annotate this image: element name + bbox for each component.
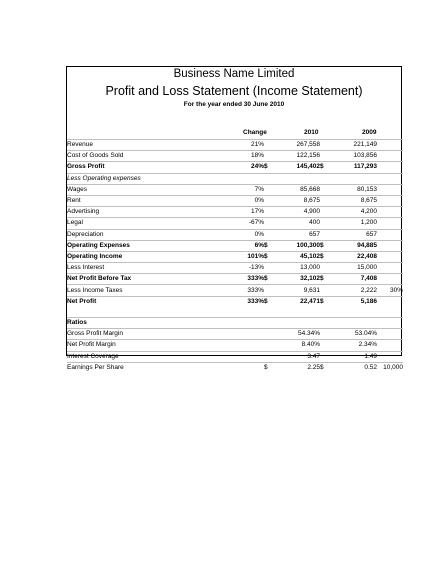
row-change: 17%	[250, 208, 264, 216]
row-extra	[377, 251, 403, 262]
row-label: Wages	[67, 185, 87, 193]
row-value-2010: 45,102	[300, 252, 320, 260]
row-value-2009: 117,293	[353, 163, 377, 171]
table-row	[67, 184, 403, 195]
row-value-2010: 145,402	[296, 163, 320, 171]
row-dollar-2010: $	[264, 163, 268, 171]
row-extra	[377, 140, 403, 151]
row-value-2009: 8,675	[360, 197, 377, 205]
row-value-2009: 7,408	[360, 275, 377, 283]
row-value-2009	[336, 318, 377, 329]
row-dollar-2010: $	[264, 363, 268, 371]
row-change	[187, 362, 264, 373]
row-value-2009: 2,222	[360, 286, 377, 294]
row-value-2010: 267,558	[296, 141, 320, 149]
row-value-2010: 657	[309, 230, 320, 238]
row-dollar-2009	[320, 140, 336, 151]
row-dollar-2010	[264, 173, 280, 184]
row-dollar-2009	[320, 173, 336, 184]
row-extra	[377, 263, 403, 274]
row-value-2009: 94,885	[357, 241, 377, 249]
row-dollar-2010	[264, 285, 280, 296]
row-value-2009: 221,149	[353, 141, 377, 149]
row-change: -13%	[248, 264, 264, 272]
row-dollar-2009	[320, 351, 336, 362]
row-extra	[377, 229, 403, 240]
row-change	[187, 329, 264, 340]
row-change: 333%	[247, 286, 264, 294]
table-row	[67, 195, 403, 206]
row-extra	[377, 151, 403, 162]
row-extra	[377, 162, 403, 173]
row-value-2010: 8.40%	[301, 341, 320, 349]
row-label: Depreciation	[67, 230, 104, 238]
row-dollar-2010	[264, 351, 280, 362]
row-dollar-2010	[264, 218, 280, 229]
row-value-2009: 2.34%	[358, 341, 377, 349]
row-change: 6%	[254, 241, 264, 249]
row-label: Net Profit	[67, 297, 97, 305]
row-extra: 10,000	[383, 363, 403, 371]
row-extra	[377, 184, 403, 195]
row-label: Operating Income	[67, 252, 123, 260]
row-dollar-2010	[264, 140, 280, 151]
row-dollar-2009	[320, 218, 336, 229]
row-value-2010: 9,631	[303, 286, 320, 294]
row-extra	[377, 173, 403, 184]
table-row	[67, 263, 403, 274]
row-extra	[377, 329, 403, 340]
statement-title: Profit and Loss Statement (Income Statement)	[105, 84, 363, 98]
table-row	[67, 340, 403, 351]
row-dollar-2010	[264, 307, 280, 318]
table-row	[67, 229, 403, 240]
row-extra	[377, 274, 403, 285]
row-extra: 30%	[389, 286, 403, 294]
row-label: Legal	[67, 219, 83, 227]
row-change: 21%	[250, 141, 264, 149]
row-dollar-2010	[264, 263, 280, 274]
row-label: Revenue	[67, 141, 94, 149]
row-change: -67%	[248, 219, 264, 227]
row-label	[67, 307, 187, 318]
company-name: Business Name Limited	[173, 68, 295, 80]
row-label: Advertising	[67, 208, 100, 216]
table-row	[67, 251, 403, 262]
row-value-2010: 2.25	[307, 363, 320, 371]
table-row	[67, 274, 403, 285]
table-row	[67, 173, 403, 184]
row-value-2010: 13,000	[300, 264, 320, 272]
row-change: 101%	[247, 252, 264, 260]
table-row	[67, 329, 403, 340]
row-dollar-2010	[264, 195, 280, 206]
row-dollar-2009: $	[320, 275, 324, 283]
row-value-2010: 54.34%	[297, 330, 320, 338]
row-dollar-2010	[264, 318, 280, 329]
row-extra	[377, 240, 403, 251]
table-row	[67, 296, 403, 307]
row-value-2009: 1.49	[364, 352, 377, 360]
row-value-2009: 0.52	[364, 363, 377, 371]
table-row	[67, 351, 403, 362]
row-change: 0%	[254, 230, 264, 238]
row-value-2009: 5,186	[360, 297, 377, 305]
row-dollar-2009	[320, 195, 336, 206]
row-extra	[377, 318, 403, 329]
row-label: Rent	[67, 197, 81, 205]
row-label: Less Operating expenses	[67, 174, 141, 182]
row-dollar-2010	[264, 340, 280, 351]
row-label: Gross Profit	[67, 163, 105, 171]
row-change: 24%	[250, 163, 264, 171]
row-dollar-2010	[264, 151, 280, 162]
row-dollar-2010	[264, 229, 280, 240]
row-dollar-2009	[320, 329, 336, 340]
row-dollar-2010: $	[264, 241, 268, 249]
row-dollar-2009: $	[320, 297, 324, 305]
row-dollar-2009	[320, 307, 336, 318]
row-change: 7%	[254, 185, 264, 193]
row-extra	[377, 307, 403, 318]
row-dollar-2009	[320, 285, 336, 296]
row-change: 0%	[254, 197, 264, 205]
statement-period: For the year ended 30 June 2010	[183, 101, 285, 108]
row-dollar-2009: $	[320, 363, 324, 371]
row-value-2009: 657	[366, 230, 377, 238]
row-dollar-2009: $	[320, 252, 324, 260]
row-value-2009: 80,153	[357, 185, 377, 193]
income-statement-sheet	[66, 66, 403, 371]
row-value-2010: 400	[309, 219, 320, 227]
row-dollar-2009	[320, 340, 336, 351]
column-header-change: Change	[243, 129, 267, 136]
row-value-2010: 22,471	[300, 297, 320, 305]
table-row	[67, 318, 403, 329]
table-row	[67, 218, 403, 229]
row-value-2009: 4,200	[360, 208, 377, 216]
table-row	[67, 307, 403, 318]
row-label: Less Interest	[67, 264, 105, 272]
row-value-2010: 122,156	[296, 152, 320, 160]
row-dollar-2010: $	[264, 252, 268, 260]
row-label: Less Income Taxes	[67, 286, 123, 294]
table-row	[67, 151, 403, 162]
row-change	[187, 340, 264, 351]
row-value-2009: 103,856	[353, 152, 377, 160]
statement-table	[67, 139, 403, 373]
row-extra	[377, 296, 403, 307]
row-extra	[377, 207, 403, 218]
row-label: Net Profit Margin	[67, 341, 116, 349]
row-label: Gross Profit Margin	[67, 330, 123, 338]
table-row	[67, 285, 403, 296]
row-value-2009: 1,200	[360, 219, 377, 227]
row-value-2009	[336, 173, 377, 184]
row-change: 333%	[247, 297, 264, 305]
table-row	[67, 207, 403, 218]
table-row	[67, 240, 403, 251]
row-change	[187, 307, 264, 318]
row-value-2009: 15,000	[357, 264, 377, 272]
row-label: Earnings Per Share	[67, 363, 124, 371]
table-row	[67, 140, 403, 151]
row-extra	[377, 195, 403, 206]
row-extra	[377, 351, 403, 362]
row-label: Operating Expenses	[67, 241, 130, 249]
row-value-2010: 4,900	[303, 208, 320, 216]
row-dollar-2009	[320, 229, 336, 240]
row-value-2010	[280, 307, 320, 318]
row-dollar-2010: $	[264, 297, 268, 305]
row-value-2010: 8,675	[303, 197, 320, 205]
table-row	[67, 162, 403, 173]
row-label: Cost of Goods Sold	[67, 152, 124, 160]
row-dollar-2009	[320, 151, 336, 162]
row-extra	[377, 218, 403, 229]
row-dollar-2009: $	[320, 241, 324, 249]
column-header-2010: 2010	[304, 129, 319, 136]
column-header-2009: 2009	[362, 129, 377, 136]
row-change: 333%	[247, 275, 264, 283]
row-value-2010: 85,668	[300, 185, 320, 193]
row-change	[187, 318, 264, 329]
row-dollar-2010: $	[264, 275, 268, 283]
row-dollar-2009	[320, 184, 336, 195]
row-label: Interest Coverage	[67, 352, 119, 360]
row-dollar-2010	[264, 184, 280, 195]
row-value-2010: 3.47	[307, 352, 320, 360]
row-label: Net Profit Before Tax	[67, 275, 132, 283]
row-dollar-2009: $	[320, 163, 324, 171]
row-value-2010: 32,102	[300, 275, 320, 283]
row-value-2010: 100,300	[296, 241, 320, 249]
row-value-2009	[336, 307, 377, 318]
row-change	[187, 351, 264, 362]
row-extra	[377, 340, 403, 351]
row-dollar-2009	[320, 318, 336, 329]
row-dollar-2010	[264, 329, 280, 340]
row-dollar-2009	[320, 207, 336, 218]
table-row	[67, 362, 403, 373]
row-value-2009: 53.04%	[354, 330, 377, 338]
row-change: 18%	[250, 152, 264, 160]
row-value-2010	[280, 318, 320, 329]
row-label: Ratios	[67, 319, 87, 327]
row-dollar-2010	[264, 207, 280, 218]
row-value-2009: 22,408	[357, 252, 377, 260]
row-dollar-2009	[320, 263, 336, 274]
row-value-2010	[280, 173, 320, 184]
row-change	[187, 173, 264, 184]
